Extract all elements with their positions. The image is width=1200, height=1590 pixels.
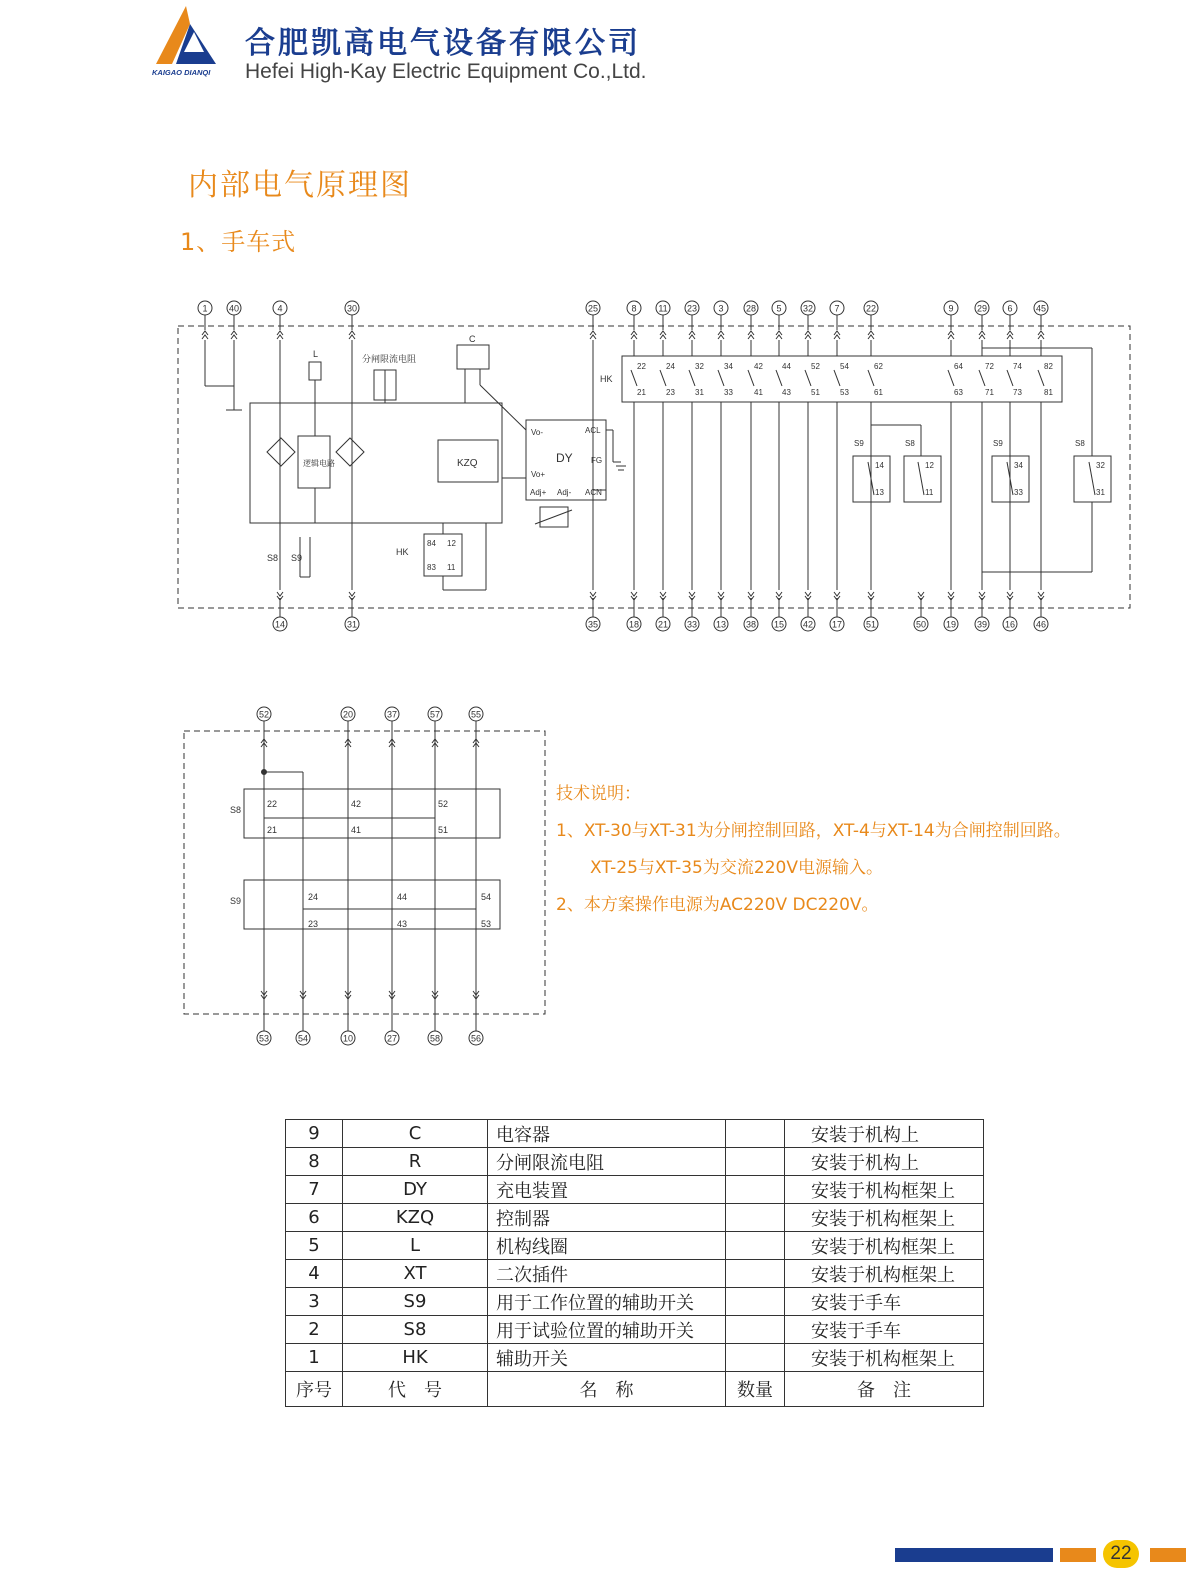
hk-contact-label: 63 [954,388,963,397]
svg-text:7: 7 [834,303,840,314]
footer-bar-orange-1 [1060,1548,1096,1562]
svg-text:13: 13 [715,619,727,630]
cell-code: KZQ [343,1204,488,1232]
hk-contact-label: 81 [1044,388,1053,397]
switch-contact-label: 34 [1014,461,1023,470]
cell-name: 用于试验位置的辅助开关 [488,1316,726,1344]
table-row [286,1176,984,1204]
s8-block-label: S8 [230,805,242,815]
cell-name: 二次插件 [488,1260,726,1288]
terminal-bottom [830,617,844,631]
dy-acn: ACN [585,488,602,497]
hk-contact-label: 32 [695,362,704,371]
terminal-bottom [975,617,989,631]
contact-label: 43 [397,919,408,929]
cell-code: C [343,1120,488,1148]
hk-small-contact: 83 [427,563,436,572]
terminal-top [656,301,670,315]
svg-text:11: 11 [658,303,668,314]
cell-remark: 安装于机构框架上 [785,1232,984,1260]
hk-contact-label: 24 [666,362,675,371]
table-row [286,1288,984,1316]
svg-text:25: 25 [587,303,599,314]
svg-text:55: 55 [470,709,482,720]
cell-code: HK [343,1344,488,1372]
switch-contact-label: 12 [925,461,934,470]
terminal-top [227,301,241,315]
cell-name: 用于工作位置的辅助开关 [488,1288,726,1316]
terminal-bottom [656,617,670,631]
cell-name: 充电装置 [488,1176,726,1204]
terminal-top [627,301,641,315]
cell-qty [726,1344,785,1372]
svg-text:46: 46 [1035,619,1047,630]
cell-qty [726,1288,785,1316]
svg-text:37: 37 [386,709,398,720]
table-row [286,1260,984,1288]
contact-label: 54 [481,892,492,902]
terminal-top [714,301,728,315]
svg-text:29: 29 [976,303,988,314]
hk-contact-label: 52 [811,362,820,371]
svg-text:32: 32 [802,303,814,314]
hk-small-contact: 11 [447,563,456,572]
terminal-top [975,301,989,315]
hk-contact-label: 64 [954,362,963,371]
switch-contact-label: 33 [1014,488,1023,497]
terminal-top [944,301,958,315]
table-row [286,1148,984,1176]
svg-text:56: 56 [470,1033,482,1044]
svg-text:14: 14 [274,619,286,630]
hk-contact-label: 41 [754,388,763,397]
hk-small-contact: 84 [427,539,436,548]
contact-label: 51 [438,825,449,835]
contact-label: 42 [351,799,362,809]
svg-text:18: 18 [628,619,640,630]
notes-line-3: 2、本方案操作电源为AC220V DC220V。 [556,895,879,915]
header-remark: 备 注 [785,1372,984,1407]
switch-name-label: S9 [854,439,864,448]
terminal-bottom [385,1031,399,1045]
cell-code: S8 [343,1316,488,1344]
parts-table [285,1119,984,1407]
capacitor-label: C [469,334,476,344]
terminal-top [801,301,815,315]
terminal-bottom [801,617,815,631]
cell-remark: 安装于手车 [785,1316,984,1344]
svg-text:27: 27 [386,1033,398,1044]
terminal-bottom [1034,617,1048,631]
svg-text:9: 9 [948,303,954,314]
svg-text:23: 23 [686,303,698,314]
hk-contact-label: 31 [695,388,704,397]
cell-remark: 安装于手车 [785,1288,984,1316]
terminal-top [428,707,442,721]
terminal-bottom [714,617,728,631]
cell-qty [726,1120,785,1148]
terminal-top [341,707,355,721]
hk-contact-label: 73 [1013,388,1022,397]
notes-line-1: 1、XT-30与XT-31为分闸控制回路，XT-4与XT-14为合闸控制回路。 [556,821,1071,841]
logic-label: 逻辑电路 [303,459,335,468]
hk-contact-label: 82 [1044,362,1053,371]
s9-block-label: S9 [230,896,242,906]
svg-text:8: 8 [631,303,637,314]
terminal-bottom [914,617,928,631]
svg-text:21: 21 [657,619,669,630]
cell-no: 6 [286,1204,343,1232]
terminal-top [830,301,844,315]
cell-no: 5 [286,1232,343,1260]
header-code: 代 号 [343,1372,488,1407]
page-title: 内部电气原理图 [188,168,412,203]
terminal-bottom [469,1031,483,1045]
dy-fg: FG [591,456,603,465]
terminal-top [257,707,271,721]
cell-remark: 安装于机构上 [785,1148,984,1176]
svg-text:5: 5 [776,303,782,314]
svg-text:4: 4 [277,303,283,314]
svg-text:15: 15 [773,619,785,630]
hk-contact-label: 53 [840,388,849,397]
hk-small-label: HK [396,547,409,557]
notes-title: 技术说明： [556,784,641,804]
hk-contact-label: 51 [811,388,820,397]
cell-name: 分闸限流电阻 [488,1148,726,1176]
hk-contact-label: 23 [666,388,675,397]
svg-text:38: 38 [745,619,757,630]
cell-code: DY [343,1176,488,1204]
hk-contact-label: 71 [985,388,994,397]
svg-text:51: 51 [865,619,877,630]
svg-text:17: 17 [831,619,843,630]
cell-no: 7 [286,1176,343,1204]
terminal-bottom [341,1031,355,1045]
switch-name-label: S8 [1075,439,1085,448]
cell-qty [726,1176,785,1204]
table-row [286,1120,984,1148]
terminal-bottom [586,617,600,631]
terminal-bottom [296,1031,310,1045]
terminal-bottom [685,617,699,631]
table-row [286,1344,984,1372]
footer-bar-blue [895,1548,1053,1562]
terminal-top [744,301,758,315]
table-header-row [286,1372,984,1407]
contact-label: 23 [308,919,319,929]
terminal-bottom [744,617,758,631]
terminal-top [772,301,786,315]
svg-text:30: 30 [346,303,358,314]
switch-contact-label: 31 [1096,488,1105,497]
svg-text:20: 20 [342,709,354,720]
cell-code: XT [343,1260,488,1288]
svg-text:58: 58 [429,1033,441,1044]
company-name-cn: 合肥凯高电气设备有限公司 [245,26,641,61]
dy-acl: ACL [585,426,601,435]
svg-text:45: 45 [1035,303,1047,314]
hk-contact-label: 54 [840,362,849,371]
cell-name: 电容器 [488,1120,726,1148]
svg-text:54: 54 [297,1033,309,1044]
terminal-top [273,301,287,315]
cell-no: 8 [286,1148,343,1176]
terminal-bottom [627,617,641,631]
svg-text:39: 39 [976,619,988,630]
cell-remark: 安装于机构框架上 [785,1344,984,1372]
terminal-top [1034,301,1048,315]
svg-text:31: 31 [346,619,358,630]
switch-contact-label: 11 [925,488,934,497]
contact-label: 21 [267,825,278,835]
terminal-bottom [273,617,287,631]
cell-remark: 安装于机构框架上 [785,1260,984,1288]
hk-contact-label: 62 [874,362,883,371]
switch-name-label: S8 [905,439,915,448]
hk-contact-label: 42 [754,362,763,371]
hk-label: HK [600,374,613,384]
svg-text:28: 28 [745,303,757,314]
terminal-bottom [428,1031,442,1045]
resistor-label: 分闸限流电阻 [362,354,417,364]
notes-line-2: XT-25与XT-35为交流220V电源输入。 [590,858,883,878]
svg-text:6: 6 [1007,303,1013,314]
hk-contact-label: 61 [874,388,883,397]
terminal-bottom [1003,617,1017,631]
contact-label: 52 [438,799,449,809]
cell-no: 9 [286,1120,343,1148]
svg-text:50: 50 [915,619,927,630]
svg-text:40: 40 [228,303,240,314]
cell-name: 辅助开关 [488,1344,726,1372]
terminal-top [864,301,878,315]
hk-contact-label: 43 [782,388,791,397]
cell-no: 2 [286,1316,343,1344]
cell-name: 控制器 [488,1204,726,1232]
terminal-top [385,707,399,721]
hk-contact-label: 22 [637,362,646,371]
cell-no: 1 [286,1344,343,1372]
hk-contact-label: 72 [985,362,994,371]
svg-text:57: 57 [429,709,441,720]
company-logo [150,2,230,78]
schematic-diagram-2 [0,700,560,1050]
switch-contact-label: 14 [875,461,884,470]
s8-label: S8 [267,553,279,563]
terminal-top [685,301,699,315]
header-no: 序号 [286,1372,343,1407]
hk-contact-label: 74 [1013,362,1022,371]
hk-contact-label: 21 [637,388,646,397]
cell-qty [726,1316,785,1344]
terminal-bottom [944,617,958,631]
footer-bar-orange-2 [1150,1548,1186,1562]
dy-adj-minus: Adj- [557,488,572,497]
table-row [286,1232,984,1260]
cell-remark: 安装于机构框架上 [785,1204,984,1232]
terminal-top [345,301,359,315]
cell-qty [726,1232,785,1260]
header-qty: 数量 [726,1372,785,1407]
table-row [286,1316,984,1344]
cell-code: S9 [343,1288,488,1316]
terminal-top [198,301,212,315]
dy-adj-plus: Adj+ [530,488,547,497]
hk-contact-label: 33 [724,388,733,397]
svg-text:35: 35 [587,619,599,630]
svg-text:33: 33 [686,619,698,630]
cell-qty [726,1204,785,1232]
switch-contact-label: 13 [875,488,884,497]
hk-contact-label: 44 [782,362,791,371]
svg-text:52: 52 [258,709,270,720]
contact-label: 24 [308,892,319,902]
cell-remark: 安装于机构上 [785,1120,984,1148]
hk-contact-label: 34 [724,362,733,371]
dy-label: DY [556,451,573,465]
contact-label: 53 [481,919,492,929]
cell-remark: 安装于机构框架上 [785,1176,984,1204]
terminal-top [469,707,483,721]
table-row [286,1204,984,1232]
dy-vo-plus: Vo+ [531,470,546,479]
cell-name: 机构线圈 [488,1232,726,1260]
svg-text:10: 10 [342,1033,354,1044]
terminal-bottom [772,617,786,631]
terminal-bottom [257,1031,271,1045]
header-name: 名 称 [488,1372,726,1407]
kzq-label: KZQ [457,458,478,469]
company-name-en: Hefei High-Kay Electric Equipment Co.,Ltd. [245,60,647,83]
switch-name-label: S9 [993,439,1003,448]
svg-text:3: 3 [718,303,724,314]
contact-label: 41 [351,825,362,835]
technical-notes [556,776,1071,924]
terminal-top [586,301,600,315]
section-subtitle: 1、手车式 [180,228,297,256]
terminal-bottom [345,617,359,631]
svg-text:1: 1 [202,303,208,314]
contact-label: 44 [397,892,408,902]
terminal-top [1003,301,1017,315]
svg-text:22: 22 [865,303,877,314]
cell-no: 4 [286,1260,343,1288]
svg-text:42: 42 [802,619,814,630]
svg-text:16: 16 [1004,619,1016,630]
cell-qty [726,1148,785,1176]
cell-code: L [343,1232,488,1260]
terminal-bottom [864,617,878,631]
svg-text:53: 53 [258,1033,270,1044]
cell-qty [726,1260,785,1288]
svg-text:19: 19 [945,619,957,630]
coil-label: L [313,349,319,359]
dy-vo-minus: Vo- [531,428,544,437]
schematic-diagram-1 [0,290,1200,640]
cell-no: 3 [286,1288,343,1316]
logo-text: KAIGAO DIANQI [152,68,211,77]
s9-label: S9 [291,553,303,563]
page-number: 22 [1103,1540,1139,1568]
cell-code: R [343,1148,488,1176]
hk-small-contact: 12 [447,539,456,548]
switch-contact-label: 32 [1096,461,1105,470]
contact-label: 22 [267,799,278,809]
